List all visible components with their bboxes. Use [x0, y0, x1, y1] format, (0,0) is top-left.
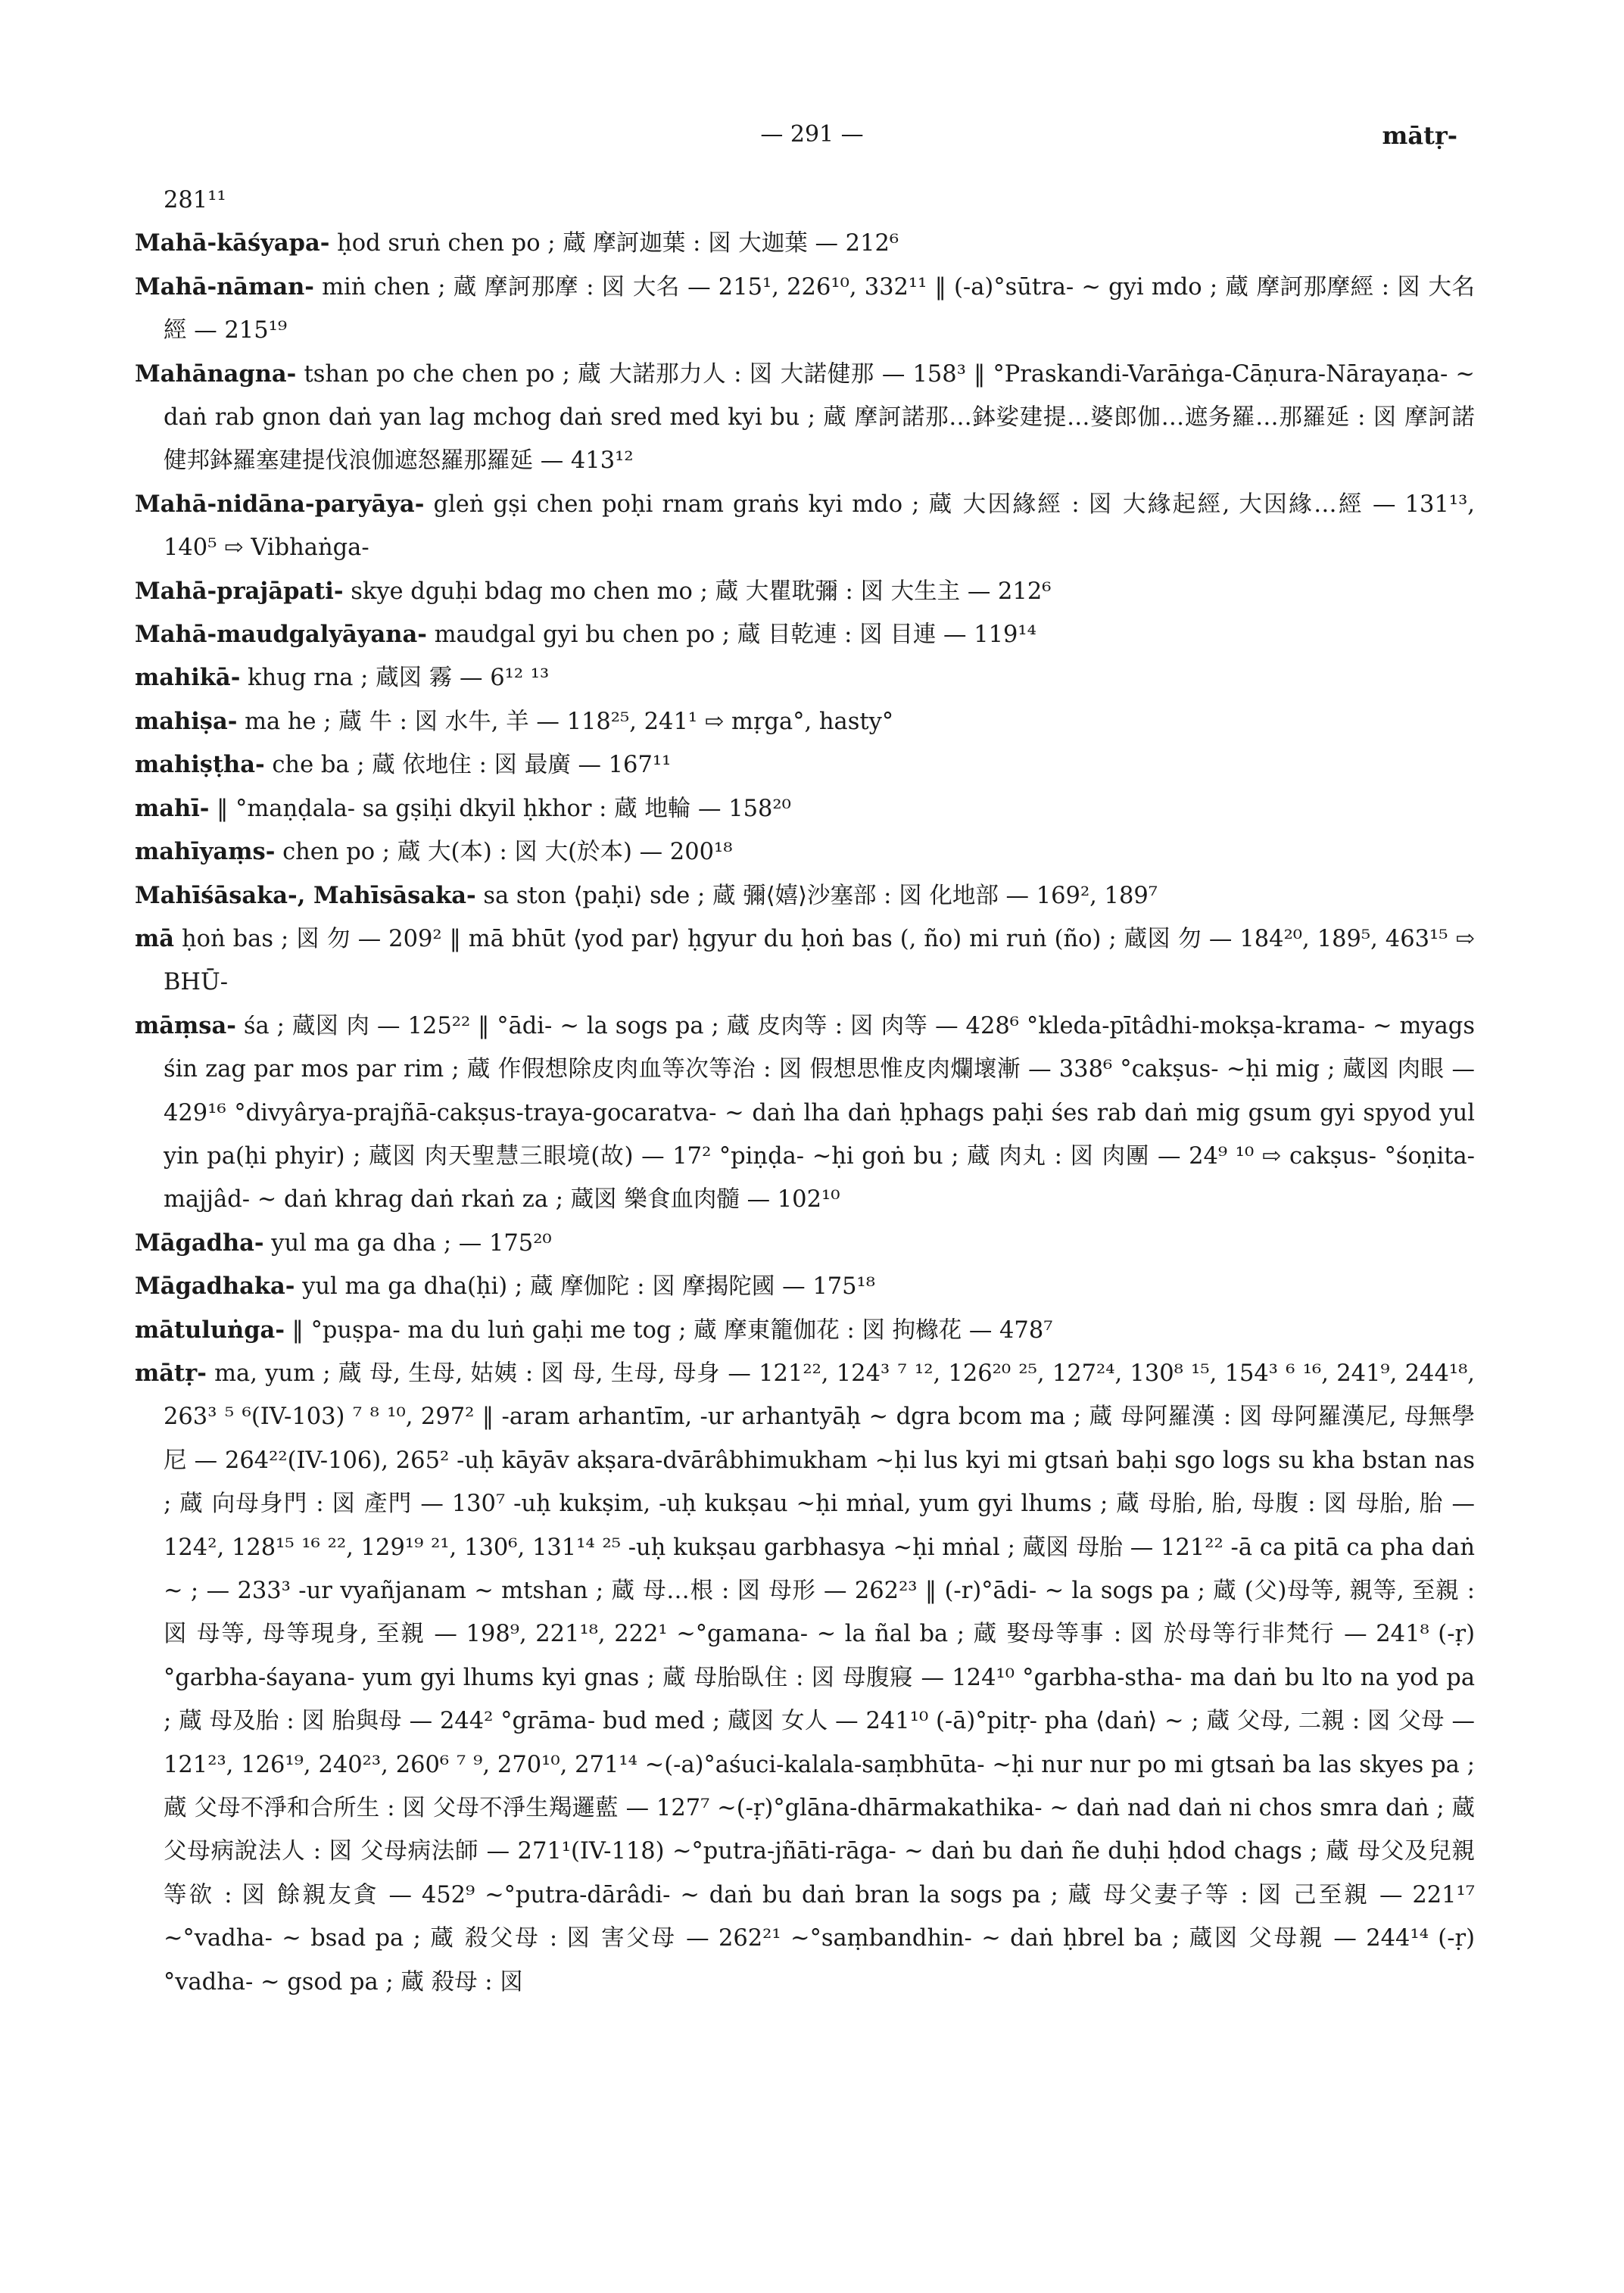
dictionary-entry [135, 222, 1475, 265]
entry-text: miṅ chen ; 蔵 摩訶那摩 : 図 大名 — 215¹, 226¹⁰, 332¹¹ ‖ (-a)°sūtra- ~ gyi mdo ; 蔵 摩訶那摩經 : 図 大名經 — 215¹⁹ [164, 273, 1475, 344]
dictionary-entries [135, 179, 1475, 2004]
dictionary-entry [135, 1265, 1475, 1308]
entry-headword: Mahā-prajāpati- [135, 577, 344, 605]
entry-text: chen po ; 蔵 大(本) : 図 大(於本) — 200¹⁸ [275, 839, 733, 866]
dictionary-entry [135, 613, 1475, 656]
entry-text: ‖ °maṇḍala- sa gṣiḥi dkyil ḥkhor : 蔵 地輪 — 158²⁰ [209, 795, 791, 822]
entry-text: che ba ; 蔵 依地住 : 図 最廣 — 167¹¹ [264, 752, 672, 779]
entry-headword: Māgadha- [135, 1229, 264, 1257]
dictionary-entry [135, 1222, 1475, 1265]
dictionary-entry [135, 700, 1475, 743]
entry-headword: Mahā-maudgalyāyana- [135, 621, 427, 649]
entry-text: gleṅ gṣi chen poḥi rnam graṅs kyi mdo ; 蔵 大因緣經 : 図 大緣起經, 大因緣…經 — 131¹³, 140⁵ ⇨ Vibhaṅga- [164, 491, 1475, 562]
entry-text: ḥoṅ bas ; 図 勿 — 209² ‖ mā bhūt ⟨yod par⟩ ḥgyur du ḥoṅ bas (, ño) mi ruṅ (ño) ; 蔵図 勿 — 184²⁰, 189⁵, 463¹⁵ ⇨ BHŪ- [164, 925, 1475, 996]
entry-text: ma, yum ; 蔵 母, 生母, 姑姨 : 図 母, 生母, 母身 — 121²², 124³ ⁷ ¹², 126²⁰ ²⁵, 127²⁴, 130⁸ ¹⁵, 154³ ⁶ ¹⁶, 241⁹, 244¹⁸, 263³ ⁵ ⁶(IV-103) ⁷ ⁸ ¹⁰, 297² ‖ -aram arhantīm, -ur arhantyāḥ ~ dgra bcom ma ; 蔵 母阿羅漢 : 図 母阿羅漢尼, 母無學尼 — 264²²(IV-106), 265² -uḥ kāyāv akṣara-dvārâbhimukham ~ḥi lus kyi mi gtsaṅ baḥi sgo logs su kha bstan nas ; 蔵 向母身門 : 図 產門 — 130⁷ -uḥ kukṣim, -uḥ kukṣau ~ḥi mṅal, yum gyi lhums ; 蔵 母胎, 胎, 母腹 : 図 母胎, 胎 — 124², 128¹⁵ ¹⁶ ²², 129¹⁹ ²¹, 130⁶, 131¹⁴ ²⁵ -uḥ kukṣau garbhasya ~ḥi mṅal ; 蔵図 母胎 — 121²² -ā ca pitā ca pha daṅ ~ ; — 233³ -ur vyañjanam ~ mtshan ; 蔵 母…根 : 図 母形 — 262²³ ‖ (-r)°ādi- ~ la sogs pa ; 蔵 (父)母等, 親等, 至親 : 図 母等, 母等現身, 至親 — 198⁹, 221¹⁸, 222¹ ~°gamana- ~ la ñal ba ; 蔵 娶母等事 : 図 於母等行非梵行 — 241⁸ (-ṛ)°garbha-śayana- yum gyi lhums kyi gnas ; 蔵 母胎臥住 : 図 母腹寢 — 124¹⁰ °garbha-stha- ma daṅ bu lto na yod pa ; 蔵 母及胎 : 図 胎與母 — 244² °grāma- bud med ; 蔵図 女人 — 241¹⁰ (-ā)°pitṛ- pha ⟨daṅ⟩ ~ ; 蔵 父母, 二親 : 図 父母 — 121²³, 126¹⁹, 240²³, 260⁶ ⁷ ⁹, 270¹⁰, 271¹⁴ ~(-a)°aśuci-kalala-saṃbhūta- ~ḥi nur nur po mi gtsaṅ ba las skyes pa ; 蔵 父母不淨和合所生 : 図 父母不淨生羯邏藍 — 127⁷ ~(-ṛ)°glāna-dhārmakathika- ~ daṅ nad daṅ ni chos smra daṅ ; 蔵 父母病說法人 : 図 父母病法師 — 271¹(IV-118) ~°putra-jñāti-rāga- ~ daṅ bu daṅ ñe duḥi ḥdod chags ; 蔵 母父及兒親等欲 : 図 餘親友貪 — 452⁹ ~°putra-dārâdi- ~ daṅ bu daṅ bran la sogs pa ; 蔵 母父妻子等 : 図 己至親 — 221¹⁷ ~°vadha- ~ bsad pa ; 蔵 殺父母 : 図 害父母 — 262²¹ ~°saṃbandhin- ~ daṅ ḥbrel ba ; 蔵図 父母親 — 244¹⁴ (-ṛ)°vadha- ~ gsod pa ; 蔵 殺母 : 図 [164, 1360, 1475, 1995]
entry-text: maudgal gyi bu chen po ; 蔵 目乾連 : 図 目連 — 119¹⁴ [426, 622, 1036, 649]
entry-text: yul ma ga dha ; — 175²⁰ [263, 1229, 552, 1257]
entry-headword: Mahā-nidāna-paryāya- [135, 490, 425, 518]
dictionary-entry [135, 179, 1475, 222]
entry-text: khug rna ; 蔵図 霧 — 6¹² ¹³ [240, 665, 550, 692]
dictionary-entry [135, 874, 1475, 918]
dictionary-entry [135, 266, 1475, 353]
entry-headword: mahī- [135, 794, 210, 822]
entry-headword: mahiṣa- [135, 707, 238, 735]
entry-text: śa ; 蔵図 肉 — 125²² ‖ °ādi- ~ la sogs pa ; 蔵 皮肉等 : 図 肉等 — 428⁶ °kleda-pītâdhi-mokṣa-krama- ~ myags śin zag par mos par rim ; 蔵 作假想除皮肉血等次等治 : 図 假想思惟皮肉爛壞漸 — 338⁶ °cakṣus- ~ḥi mig ; 蔵図 肉眼 — 429¹⁶ °divyârya-prajñā-cakṣus-traya-gocaratva- ~ daṅ lha daṅ ḥphags paḥi śes rab daṅ mig gsum gyi spyod yul yin pa(ḥi phyir) ; 蔵図 肉天聖慧三眼境(故) — 17² °piṇḍa- ~ḥi goṅ bu ; 蔵 肉丸 : 図 肉團 — 24⁹ ¹⁰ ⇨ cakṣus- °śoṇita-majjâd- ~ daṅ khrag daṅ rkaṅ za ; 蔵図 樂食血肉髓 — 102¹⁰ [164, 1012, 1475, 1213]
dictionary-entry [135, 918, 1475, 1005]
entry-text: sa ston ⟨paḥi⟩ sde ; 蔵 彌⟨嬉⟩沙塞部 : 図 化地部 — 169², 189⁷ [475, 882, 1158, 909]
entry-headword: mātuluṅga- [135, 1316, 285, 1344]
dictionary-entry [135, 1352, 1475, 2004]
dictionary-entry [135, 743, 1475, 787]
entry-text: tshan po che chen po ; 蔵 大諾那力人 : 図 大諾健那 — 158³ ‖ °Praskandi-Varāṅga-Cāṇura-Nārayaṇa- ~ daṅ rab gnon daṅ yan lag mchog daṅ sred med kyi bu ; 蔵 摩訶諾那…鉢娑建提…婆郎伽…遮务羅…那羅延 : 図 摩訶諾健邦鉢羅塞建提伐浪伽遮怒羅那羅延 — 413¹² [164, 360, 1475, 475]
entry-text: 281¹¹ [164, 187, 226, 213]
entry-headword: mahīyaṃs- [135, 838, 276, 866]
entry-text: ‖ °puṣpa- ma du luṅ gaḥi me tog ; 蔵 摩東籠伽花 : 図 拘櫞花 — 478⁷ [284, 1316, 1053, 1344]
page-number: — 291 — [760, 121, 864, 148]
dictionary-entry [135, 483, 1475, 570]
dictionary-entry [135, 787, 1475, 830]
entry-headword: Mahā-nāman- [135, 273, 314, 301]
page-header [0, 121, 1624, 167]
entry-headword: mahikā- [135, 664, 241, 692]
running-head: mātṛ- [1382, 121, 1457, 150]
entry-headword: Mahānagna- [135, 360, 297, 388]
entry-headword: mahiṣṭha- [135, 751, 265, 779]
entry-headword: Māgadhaka- [135, 1273, 295, 1301]
entry-text: skye dguḥi bdag mo chen mo ; 蔵 大瞿耽彌 : 図 大生主 — 212⁶ [343, 578, 1052, 605]
entry-headword: Mahā-kāśyapa- [135, 229, 330, 257]
entry-text: ḥod sruṅ chen po ; 蔵 摩訶迦葉 : 図 大迦葉 — 212⁶ [329, 230, 899, 257]
entry-headword: mā [135, 924, 175, 952]
entry-text: yul ma ga dha(ḥi) ; 蔵 摩伽陀 : 図 摩揭陀國 — 175¹⁸ [295, 1273, 875, 1301]
entry-headword: māṃsa- [135, 1011, 236, 1039]
dictionary-entry [135, 656, 1475, 699]
dictionary-entry [135, 353, 1475, 483]
dictionary-entry [135, 1309, 1475, 1352]
entry-text: ma he ; 蔵 牛 : 図 水牛, 羊 — 118²⁵, 241¹ ⇨ mṛga°, hasty° [237, 708, 894, 735]
entry-headword: mātṛ- [135, 1359, 207, 1387]
dictionary-entry [135, 1005, 1475, 1222]
entry-headword: Mahīśāsaka-, Mahīsāsaka- [135, 881, 476, 909]
dictionary-entry [135, 830, 1475, 874]
dictionary-entry [135, 570, 1475, 613]
